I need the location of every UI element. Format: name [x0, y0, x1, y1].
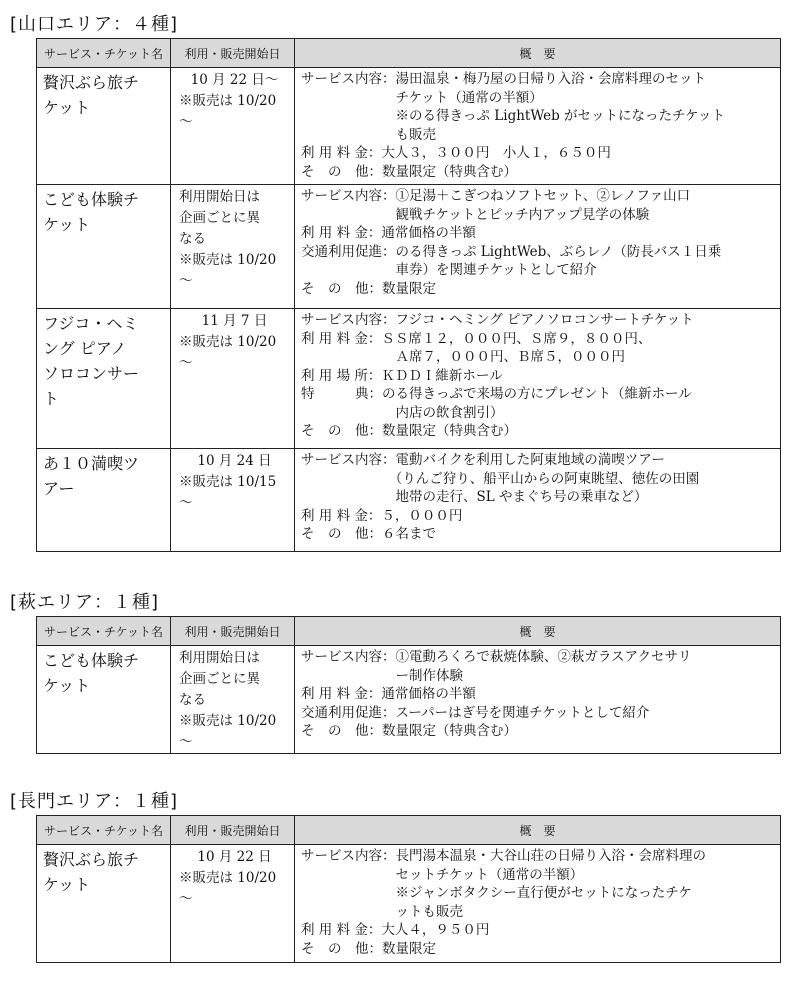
table-row — [37, 449, 781, 552]
ticket-date: 利用開始日は 企画ごとに異 なる ※販売は 10/20 ～ — [171, 646, 295, 754]
ticket-name: 贅沢ぶら旅チ ケット — [37, 68, 171, 185]
section-title-nagato: [長門エリア：１種] — [10, 791, 179, 812]
header-name: サービス・チケット名 — [37, 816, 171, 845]
ticket-date: 利用開始日は 企画ごとに異 なる ※販売は 10/20 ～ — [171, 185, 295, 309]
table-row — [37, 845, 781, 963]
hagi-table — [36, 616, 781, 754]
table-row — [37, 309, 781, 449]
ticket-date: 10 月 24 日 ※販売は 10/15 ～ — [171, 449, 295, 552]
section-title-hagi: [萩エリア：１種] — [10, 592, 160, 613]
header-summary: 概 要 — [295, 39, 781, 68]
header-date: 利用・販売開始日 — [171, 39, 295, 68]
nagato-table — [36, 815, 781, 963]
header-summary: 概 要 — [295, 617, 781, 646]
table-row — [37, 185, 781, 309]
header-summary: 概 要 — [295, 816, 781, 845]
ticket-date: 10 月 22 日 ※販売は 10/20 ～ — [171, 845, 295, 963]
table-row — [37, 646, 781, 754]
ticket-name: あ１０満喫ツ アー — [37, 449, 171, 552]
ticket-summary: サービス内容：①足湯＋こぎつねソフトセット、②レノファ山口 観戦チケットとピッチ内アップ見学の体験 利 用 料 金：通常価格の半額 交通利用促進：のる得きっぷ LightWeb、ぶらレノ（防長バス１日乗 車券）を関連チケットとして紹介 そ の 他：数量限定 — [295, 185, 781, 309]
ticket-summary: サービス内容：長門湯本温泉・大谷山荘の日帰り入浴・会席料理の セットチケット（通常の半額） ※ジャンボタクシー直行便がセットになったチケ ットも販売 利 用 料 金：大人４，９５０円 そ の 他：数量限定 — [295, 845, 781, 963]
ticket-name: 贅沢ぶら旅チ ケット — [37, 845, 171, 963]
header-date: 利用・販売開始日 — [171, 816, 295, 845]
ticket-name: こども体験チ ケット — [37, 185, 171, 309]
yamaguchi-table — [36, 38, 781, 552]
ticket-date: 11 月 7 日 ※販売は 10/20 ～ — [171, 309, 295, 449]
table-row — [37, 68, 781, 185]
table-header-row — [37, 816, 781, 845]
ticket-summary: サービス内容：①電動ろくろで萩焼体験、②萩ガラスアクセサリ ー制作体験 利 用 料 金：通常価格の半額 交通利用促進：スーパーはぎ号を関連チケットとして紹介 そ の 他：数量限定（特典含む） — [295, 646, 781, 754]
header-name: サービス・チケット名 — [37, 617, 171, 646]
ticket-date: 10 月 22 日～ ※販売は 10/20 ～ — [171, 68, 295, 185]
ticket-name: こども体験チ ケット — [37, 646, 171, 754]
ticket-summary: サービス内容：フジコ・ヘミング ピアノソロコンサートチケット 利 用 料 金：ＳＳ席１２，０００円、Ｓ席９，８００円、 Ａ席７，０００円、Ｂ席５，０００円 利 用 場 所：ＫＤＤＩ維新ホール 特 典：のる得きっぷで来場の方にプレゼント（維新ホール 内店の飲食割引） そ の 他：数量限定（特典含む） — [295, 309, 781, 449]
table-header-row — [37, 39, 781, 68]
section-title-yamaguchi: [山口エリア：４種] — [10, 14, 179, 35]
ticket-summary: サービス内容：電動バイクを利用した阿東地域の満喫ツアー （りんご狩り、船平山からの阿東眺望、徳佐の田園 地帯の走行、SL やまぐち号の乗車など） 利 用 料 金：５，０００円 そ の 他：６名まで — [295, 449, 781, 552]
header-name: サービス・チケット名 — [37, 39, 171, 68]
ticket-summary: サービス内容：湯田温泉・梅乃屋の日帰り入浴・会席料理のセット チケット（通常の半額） ※のる得きっぷ LightWeb がセットになったチケット も販売 利 用 料 金：大人３，３００円 小人１，６５０円 そ の 他：数量限定（特典含む） — [295, 68, 781, 185]
ticket-name: フジコ・ヘミ ング ピアノ ソロコンサー ト — [37, 309, 171, 449]
header-date: 利用・販売開始日 — [171, 617, 295, 646]
table-header-row — [37, 617, 781, 646]
